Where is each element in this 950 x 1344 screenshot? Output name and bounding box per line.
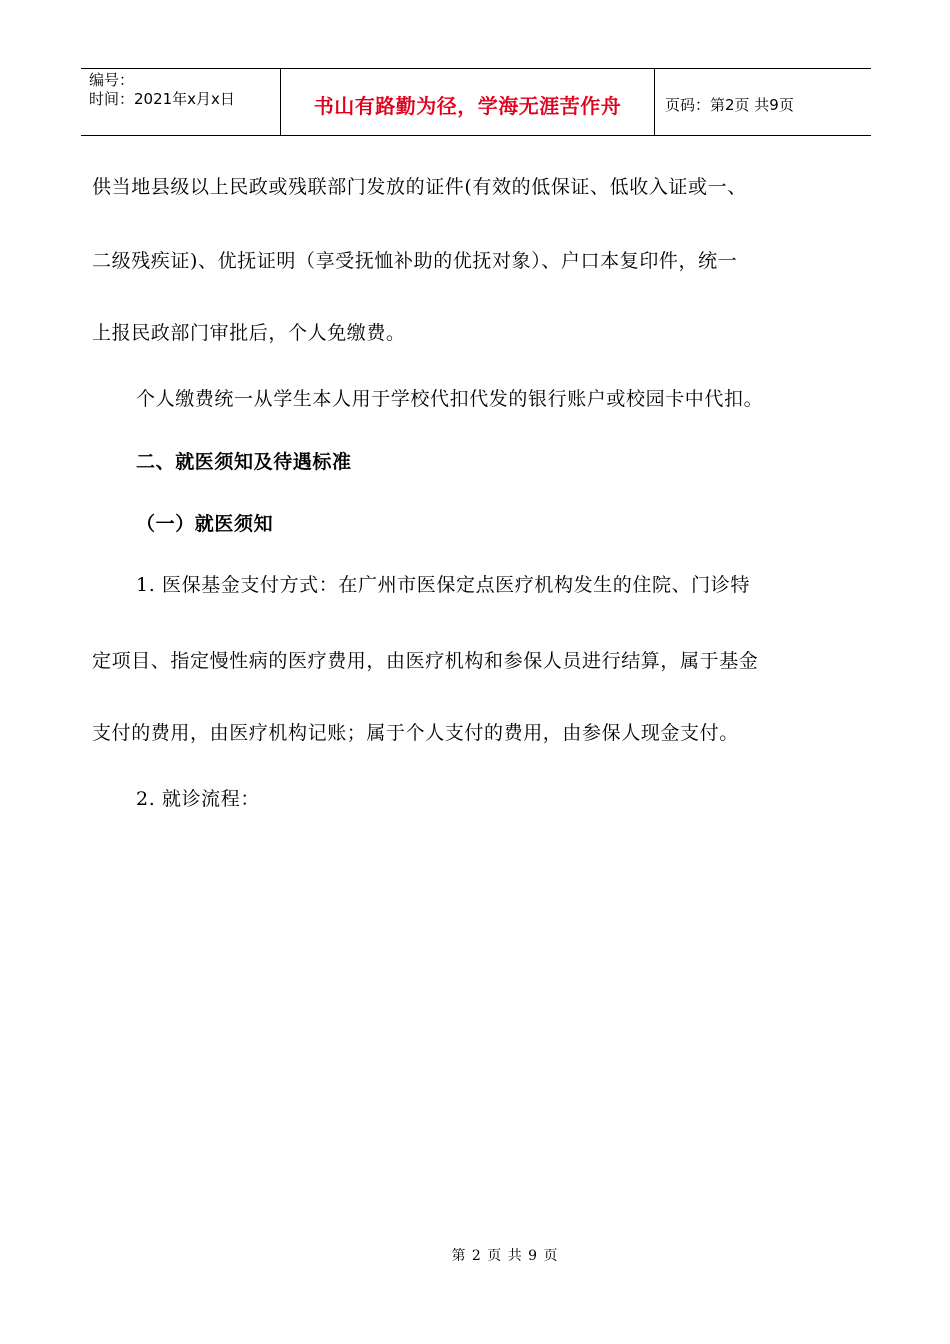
item-2-heading: 2. 就诊流程：: [136, 788, 260, 810]
item-1-line-2: 定项目、指定慢性病的医疗费用，由医疗机构和参保人员进行结算，属于基金: [92, 650, 759, 672]
header-page-info: 页码：第2页 共9页: [665, 95, 794, 114]
header-motto: 书山有路勤为径，学海无涯苦作舟: [313, 93, 622, 118]
section-heading-medical: 二、就医须知及待遇标准: [136, 451, 352, 473]
header-page-cell: [655, 69, 871, 135]
header-meta-cell: [81, 69, 281, 135]
subsection-heading-notice: （一）就医须知: [136, 513, 274, 535]
item-1-line-3: 支付的费用，由医疗机构记账；属于个人支付的费用，由参保人现金支付。: [92, 722, 739, 744]
document-number-label: 编号：: [89, 71, 135, 89]
paragraph-line-2: 二级残疾证)、优抚证明（享受抚恤补助的优抚对象）、户口本复印件，统一: [92, 250, 738, 272]
paragraph-line-3: 上报民政部门审批后，个人免缴费。: [92, 322, 406, 344]
paragraph-payment-method: 个人缴费统一从学生本人用于学校代扣代发的银行账户或校园卡中代扣。: [136, 388, 764, 410]
page-footer: 第 2 页 共 9 页: [451, 1248, 559, 1264]
header-motto-cell: [281, 69, 655, 135]
paragraph-line-1: 供当地县级以上民政或残联部门发放的证件(有效的低保证、低收入证或一、: [92, 176, 747, 198]
document-header: [81, 68, 871, 136]
item-1-line-1: 1. 医保基金支付方式：在广州市医保定点医疗机构发生的住院、门诊特: [136, 574, 750, 596]
document-time-label: 时间：2021年x月x日: [89, 90, 235, 108]
